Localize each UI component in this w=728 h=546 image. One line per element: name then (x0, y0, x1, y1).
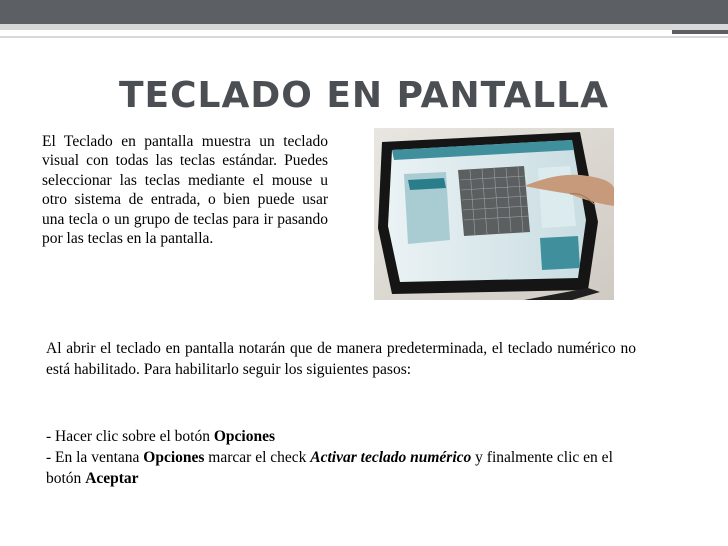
touchscreen-keyboard-photo (374, 128, 614, 300)
step-2-text: - En la ventana (46, 449, 144, 466)
header-line (0, 36, 728, 38)
step-2 (46, 447, 636, 489)
step-2-window: Opciones (143, 449, 205, 466)
step-1 (46, 426, 636, 447)
intro-text: El Teclado en pantalla muestra un teclado visual con todas las teclas estándar. Puedes seleccionar las teclas mediante el mouse u otro sistema de entrada, o bien puede usar una tecla o un grupo de teclas para ir pasando por las teclas en la pantalla. (42, 133, 328, 248)
step-2-suffix: y finalmente clic en el botón (46, 449, 613, 487)
step-2-middle: marcar el check (204, 449, 311, 466)
header-accent (672, 30, 728, 34)
slide-title: TECLADO EN PANTALLA (118, 75, 610, 116)
step-2-check: Activar teclado numérico (310, 449, 472, 466)
instructions-paragraph: Al abrir el teclado en pantalla notarán que de manera predeterminada, el teclado numérico no está habilitado. Para habilitarlo seguir los siguientes pasos: (46, 340, 636, 378)
steps-list (46, 426, 636, 489)
step-1-options: Opciones (213, 428, 275, 445)
step-1-text: - Hacer clic sobre el botón (46, 428, 214, 445)
header-strip (0, 30, 728, 34)
step-2-accept: Aceptar (85, 470, 139, 487)
header-band-dark (0, 0, 728, 24)
